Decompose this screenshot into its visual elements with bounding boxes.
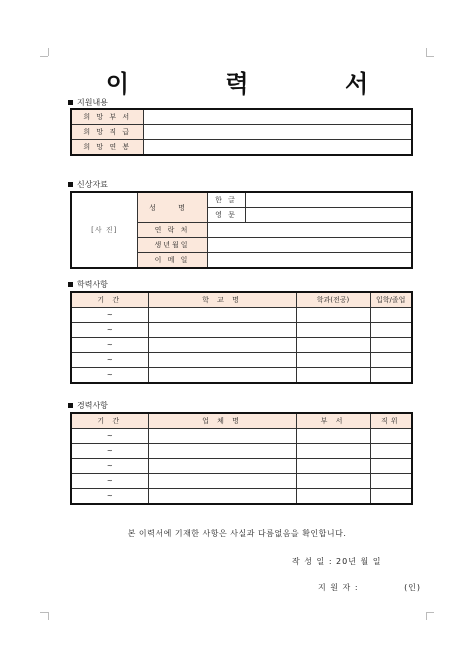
edu-school-cell[interactable] [148, 338, 296, 353]
edu-col-status: 입학/졸업 [370, 292, 412, 308]
edu-status-cell[interactable] [370, 368, 412, 384]
edu-major-cell[interactable] [296, 323, 370, 338]
desired-department-field[interactable] [143, 109, 412, 125]
career-company-cell[interactable] [148, 474, 296, 489]
career-col-period: 기 간 [71, 413, 148, 429]
desired-department-label: 희 망 부 서 [71, 109, 143, 125]
edu-period-cell[interactable]: ~ [71, 338, 148, 353]
photo-placeholder[interactable]: [사 진] [71, 192, 137, 268]
edu-status-cell[interactable] [370, 323, 412, 338]
desired-position-label: 희 망 직 급 [71, 125, 143, 140]
career-period-cell[interactable]: ~ [71, 459, 148, 474]
career-department-cell[interactable] [296, 474, 370, 489]
career-company-cell[interactable] [148, 429, 296, 444]
edu-major-cell[interactable] [296, 338, 370, 353]
table-row [71, 323, 412, 338]
table-row [71, 353, 412, 368]
application-table [70, 108, 413, 156]
applicant-label: 지 원 자 : [318, 583, 359, 592]
edu-major-cell[interactable] [296, 353, 370, 368]
desired-salary-label: 희 망 연 봉 [71, 140, 143, 156]
table-row [71, 429, 412, 444]
contact-label: 연 락 처 [137, 223, 207, 238]
section-heading-label: 경력사항 [77, 401, 108, 410]
table-row [71, 308, 412, 323]
career-position-cell[interactable] [370, 444, 412, 459]
career-period-cell[interactable]: ~ [71, 429, 148, 444]
career-position-cell[interactable] [370, 459, 412, 474]
edu-major-cell[interactable] [296, 308, 370, 323]
career-period-cell[interactable]: ~ [71, 444, 148, 459]
edu-school-cell[interactable] [148, 368, 296, 384]
career-position-cell[interactable] [370, 489, 412, 505]
edu-period-cell[interactable]: ~ [71, 308, 148, 323]
crop-mark-bottom-right-v [426, 612, 427, 620]
table-row [71, 474, 412, 489]
confirmation-statement: 본 이력서에 기재한 사항은 사실과 다름없음을 확인합니다. [127, 529, 347, 538]
email-label: 이 메 일 [137, 253, 207, 269]
table-row [71, 338, 412, 353]
career-table [70, 412, 413, 505]
date-line[interactable]: 작 성 일 : 20년 월 일 [292, 557, 382, 566]
table-row [71, 489, 412, 505]
seal-mark[interactable]: (인) [404, 583, 422, 592]
edu-period-cell[interactable]: ~ [71, 368, 148, 384]
document-title: 이 력 서 [105, 70, 413, 98]
crop-mark-bottom-left-v [48, 612, 49, 620]
table-row [71, 368, 412, 384]
desired-position-field[interactable] [143, 125, 412, 140]
edu-major-cell[interactable] [296, 368, 370, 384]
career-company-cell[interactable] [148, 489, 296, 505]
career-period-cell[interactable]: ~ [71, 489, 148, 505]
birthdate-label: 생년월일 [137, 238, 207, 253]
career-department-cell[interactable] [296, 459, 370, 474]
edu-school-cell[interactable] [148, 308, 296, 323]
contact-field[interactable] [207, 223, 412, 238]
table-row [71, 444, 412, 459]
name-label: 성 명 [137, 192, 207, 223]
career-position-cell[interactable] [370, 429, 412, 444]
section-heading-label: 학력사항 [77, 280, 108, 289]
career-col-company: 업 체 명 [148, 413, 296, 429]
edu-col-period: 기 간 [71, 292, 148, 308]
crop-mark-top-right [426, 56, 434, 57]
edu-school-cell[interactable] [148, 323, 296, 338]
crop-mark-top-left [40, 56, 48, 57]
desired-salary-field[interactable] [143, 140, 412, 156]
crop-mark-top-right-v [426, 48, 427, 56]
edu-col-major: 학과(전공) [296, 292, 370, 308]
birthdate-field[interactable] [207, 238, 412, 253]
career-period-cell[interactable]: ~ [71, 474, 148, 489]
education-table [70, 291, 413, 384]
edu-status-cell[interactable] [370, 308, 412, 323]
signature-line [318, 582, 421, 593]
bullet-square-icon [68, 100, 73, 105]
section-education-heading [68, 279, 108, 290]
bullet-square-icon [68, 182, 73, 187]
crop-mark-bottom-right [426, 612, 434, 613]
edu-period-cell[interactable]: ~ [71, 353, 148, 368]
crop-mark-bottom-left [40, 612, 48, 613]
career-position-cell[interactable] [370, 474, 412, 489]
career-department-cell[interactable] [296, 429, 370, 444]
bullet-square-icon [68, 403, 73, 408]
crop-mark-top-left-v [48, 48, 49, 56]
bullet-square-icon [68, 282, 73, 287]
section-application-heading [68, 97, 108, 108]
career-company-cell[interactable] [148, 459, 296, 474]
career-department-cell[interactable] [296, 489, 370, 505]
table-row [71, 459, 412, 474]
edu-col-school: 학 교 명 [148, 292, 296, 308]
edu-school-cell[interactable] [148, 353, 296, 368]
name-english-field[interactable] [245, 208, 412, 223]
name-korean-label: 한 글 [207, 192, 245, 208]
section-career-heading [68, 400, 108, 411]
section-personal-heading [68, 179, 108, 190]
name-korean-field[interactable] [245, 192, 412, 208]
edu-status-cell[interactable] [370, 353, 412, 368]
career-col-position: 직위 [370, 413, 412, 429]
name-english-label: 영 문 [207, 208, 245, 223]
career-department-cell[interactable] [296, 444, 370, 459]
personal-info-table [70, 191, 413, 269]
career-company-cell[interactable] [148, 444, 296, 459]
section-heading-label: 신상자료 [77, 180, 108, 189]
section-heading-label: 지원내용 [77, 98, 108, 107]
email-field[interactable] [207, 253, 412, 269]
career-col-department: 부 서 [296, 413, 370, 429]
edu-status-cell[interactable] [370, 338, 412, 353]
edu-period-cell[interactable]: ~ [71, 323, 148, 338]
